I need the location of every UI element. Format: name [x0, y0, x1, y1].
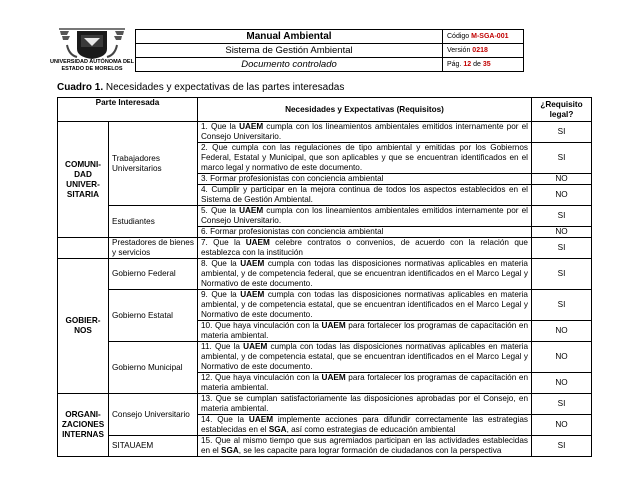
legal-7: SI: [532, 238, 592, 259]
requirement-1: 1. Que la UAEM cumpla con los lineamientos ambientales emitidos internamente por el Consejo Universitario.: [198, 122, 532, 143]
legal-12: NO: [532, 373, 592, 394]
document-version: Versión 0218: [443, 44, 524, 58]
legal-11: NO: [532, 342, 592, 373]
legal-5: SI: [532, 206, 592, 227]
category-comunidad: COMUNI-DAD UNIVER-SITARIA: [58, 122, 109, 238]
header-party: Parte Interesada: [58, 98, 198, 122]
stakeholders-table: [57, 97, 592, 457]
legal-3: NO: [532, 174, 592, 185]
category-gobiernos: GOBIER-NOS: [58, 259, 109, 394]
requirement-9: 9. Que la UAEM cumpla con todas las disposiciones normativas aplicables en materia ambiental, y de competencia estatal, que se encuentran identificados en el Marco Legal y Normativo de este documento.: [198, 290, 532, 321]
university-name: UNIVERSIDAD AUTÓNOMA DEL ESTADO DE MORELOS: [50, 59, 134, 72]
legal-15: SI: [532, 436, 592, 457]
document-subtitle: Sistema de Gestión Ambiental: [136, 44, 443, 58]
subgroup-estatal: Gobierno Estatal: [109, 290, 198, 342]
subgroup-municipal: Gobierno Municipal: [109, 342, 198, 394]
legal-10: NO: [532, 321, 592, 342]
requirement-13: 13. Que se cumplan satisfactoriamente las disposiciones aprobadas por el Consejo, en materia ambiental.: [198, 394, 532, 415]
document-header: [57, 29, 524, 72]
table-caption: Cuadro 1. Necesidades y expectativas de las partes interesadas: [57, 82, 345, 93]
subgroup-estudiantes: Estudiantes: [109, 206, 198, 238]
requirement-10: 10. Que haya vinculación con la UAEM para fortalecer los programas de capacitación en materia ambiental.: [198, 321, 532, 342]
subgroup-federal: Gobierno Federal: [109, 259, 198, 290]
legal-14: NO: [532, 415, 592, 436]
requirement-14: 14. Que la UAEM implemente acciones para difundir correctamente las estrategias establecidas en el SGA, así como estrategias de educación ambiental: [198, 415, 532, 436]
subgroup-prestadores: Prestadores de bienes y servicios: [109, 238, 198, 259]
document-title: Manual Ambiental: [136, 30, 443, 44]
legal-4: NO: [532, 185, 592, 206]
legal-1: SI: [532, 122, 592, 143]
page-indicator: Pág. 12 de 35: [443, 58, 524, 72]
requirement-2: 2. Que cumpla con las regulaciones de tipo ambiental y emitidas por los Gobiernos Federal, Estatal y Municipal, que son aplicables y que se encuentran identificados en el marco legal y normativo de este documento.: [198, 143, 532, 174]
requirement-4: 4. Cumplir y participar en la mejora continua de todos los aspectos establecidos en el Sistema de Gestión Ambiental.: [198, 185, 532, 206]
requirement-8: 8. Que la UAEM cumpla con todas las disposiciones normativas aplicables en materia ambiental, y de competencia federal, que se encuentran identificados en el Marco Legal y Normativo de este documento.: [198, 259, 532, 290]
subgroup-trabajadores: Trabajadores Universitarios: [109, 122, 198, 206]
legal-6: NO: [532, 227, 592, 238]
legal-9: SI: [532, 290, 592, 321]
header-legal: ¿Requisito legal?: [532, 98, 592, 122]
header-requirements: Necesidades y Expectativas (Requisitos): [198, 98, 532, 122]
requirement-12: 12. Que haya vinculación con la UAEM para fortalecer los programas de capacitación en materia ambiental.: [198, 373, 532, 394]
legal-13: SI: [532, 394, 592, 415]
document-code: Código M-SGA-001: [443, 30, 524, 44]
requirement-5: 5. Que la UAEM cumpla con los lineamientos ambientales emitidos internamente por el Consejo Universitario.: [198, 206, 532, 227]
requirement-6: 6. Formar profesionistas con conciencia ambiental: [198, 227, 532, 238]
requirement-11: 11. Que la UAEM cumpla con todas las disposiciones normativas aplicables en materia ambiental, y de competencia estatal, que se encuentran identificados en el Marco Legal y Normativo de este documento.: [198, 342, 532, 373]
legal-8: SI: [532, 259, 592, 290]
requirement-15: 15. Que al mismo tiempo que sus agremiados participan en las actividades establecidas en el SGA, se les capacite para lograr formación de ciudadanos con la perspectiva: [198, 436, 532, 457]
category-organizaciones: ORGANI-ZACIONES INTERNAS: [58, 394, 109, 457]
requirement-3: 3. Formar profesionistas con conciencia ambiental: [198, 174, 532, 185]
subgroup-consejo: Consejo Universitario: [109, 394, 198, 436]
requirement-7: 7. Que la UAEM celebre contratos o convenios, de acuerdo con la relación que establezca con la institución: [198, 238, 532, 259]
legal-2: SI: [532, 143, 592, 174]
subgroup-sitauaem: SITAUAEM: [109, 436, 198, 457]
document-status: Documento controlado: [136, 58, 443, 72]
